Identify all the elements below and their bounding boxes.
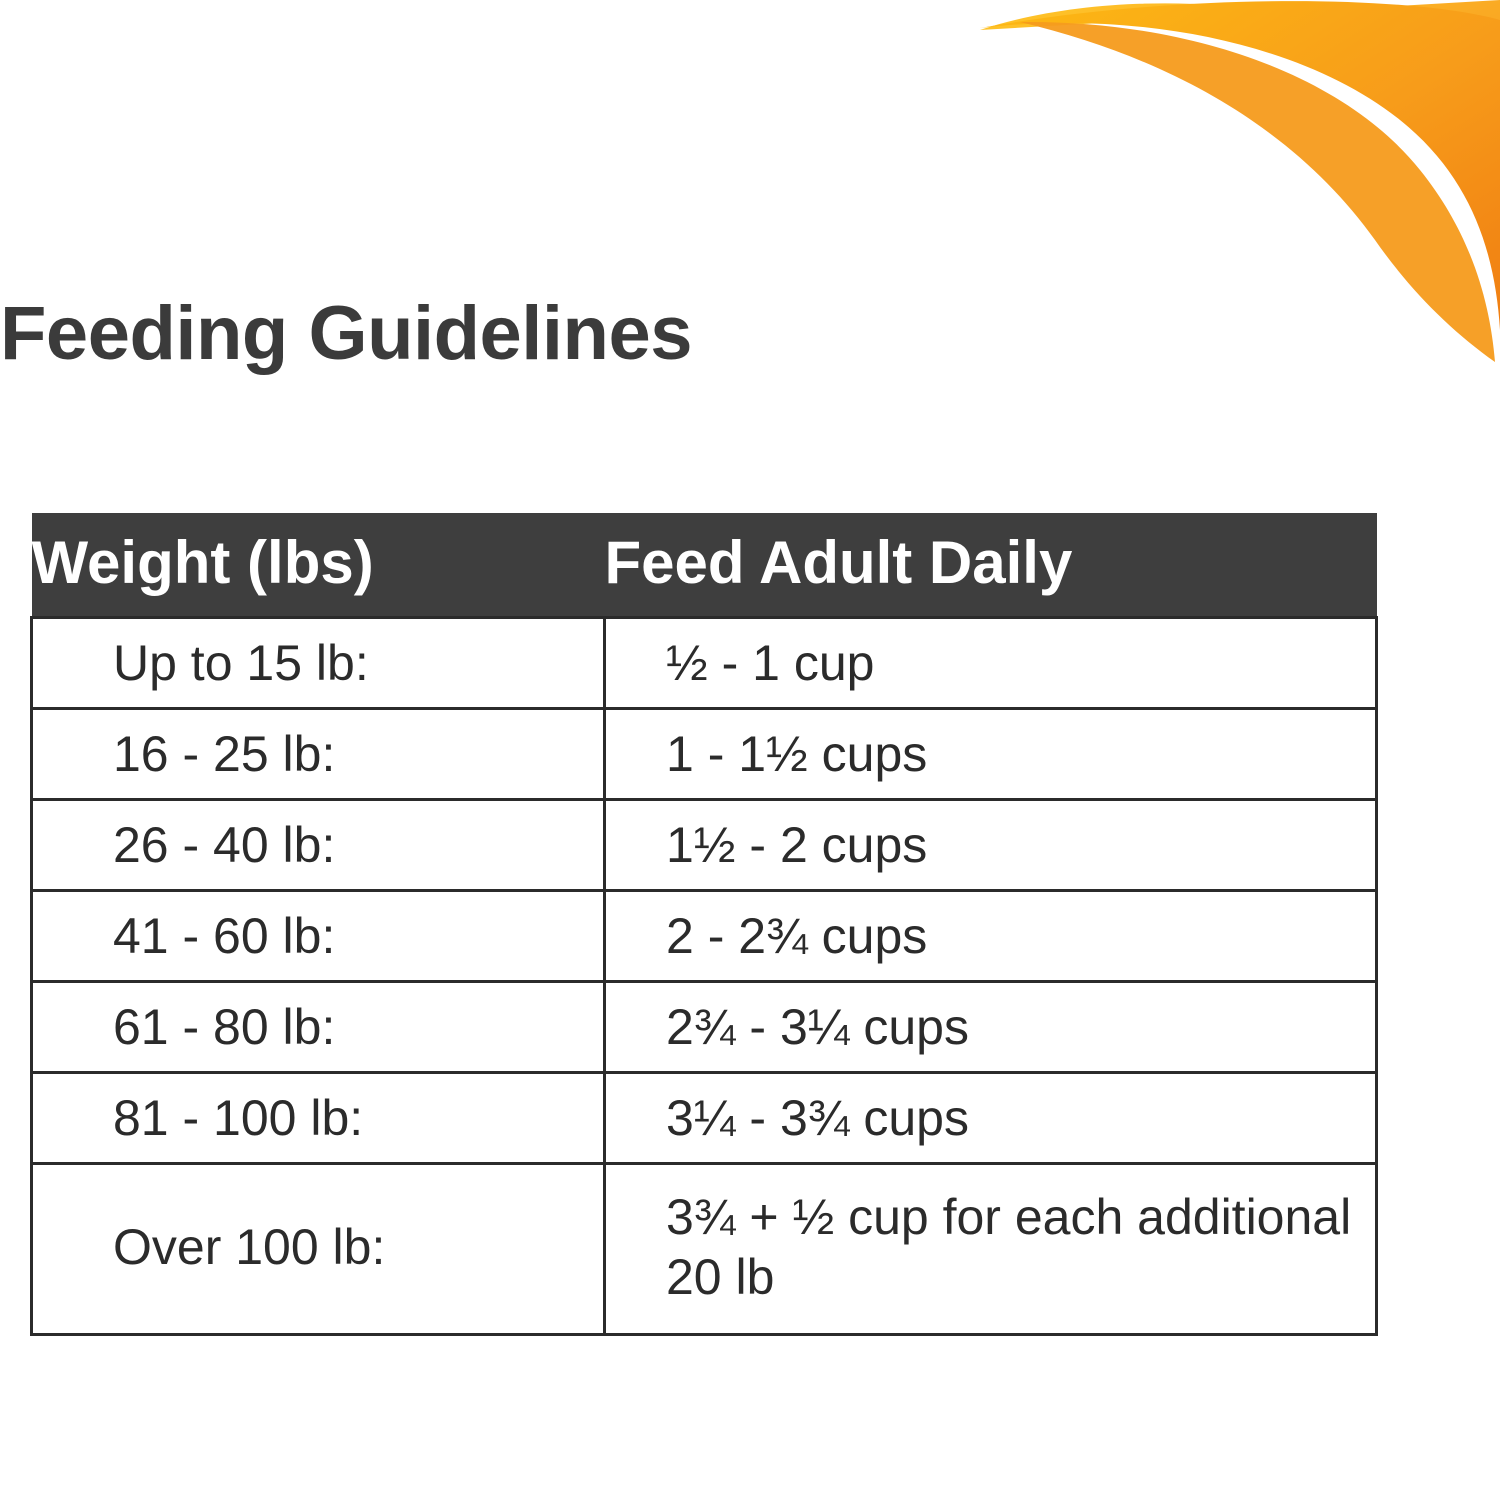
table-body [32, 618, 1377, 1335]
cell-weight: 16 - 25 lb: [32, 709, 605, 800]
cell-weight: Up to 15 lb: [32, 618, 605, 709]
orange-swoosh-icon [980, 0, 1500, 520]
cell-feed: 3¼ - 3¾ cups [605, 1073, 1377, 1164]
table-header [32, 513, 1377, 618]
table-header-row [32, 513, 1377, 618]
page-title: Feeding Guidelines [0, 291, 692, 376]
cell-weight: 41 - 60 lb: [32, 891, 605, 982]
cell-feed: 3¾ + ½ cup for each additional 20 lb [605, 1164, 1377, 1335]
cell-feed: 2 - 2¾ cups [605, 891, 1377, 982]
table-row [32, 982, 1377, 1073]
column-header-weight: Weight (lbs) [32, 513, 605, 618]
table-row [32, 709, 1377, 800]
column-header-feed: Feed Adult Daily [605, 513, 1377, 618]
cell-feed: 1½ - 2 cups [605, 800, 1377, 891]
cell-weight: Over 100 lb: [32, 1164, 605, 1335]
table-row [32, 891, 1377, 982]
cell-feed: 2¾ - 3¼ cups [605, 982, 1377, 1073]
table-row [32, 1164, 1377, 1335]
table-row [32, 618, 1377, 709]
table-row [32, 800, 1377, 891]
feeding-guidelines-table [30, 513, 1378, 1336]
table-row [32, 1073, 1377, 1164]
cell-weight: 26 - 40 lb: [32, 800, 605, 891]
cell-weight: 81 - 100 lb: [32, 1073, 605, 1164]
cell-feed: 1 - 1½ cups [605, 709, 1377, 800]
cell-feed: ½ - 1 cup [605, 618, 1377, 709]
cell-weight: 61 - 80 lb: [32, 982, 605, 1073]
feeding-table-container [30, 513, 1378, 1336]
